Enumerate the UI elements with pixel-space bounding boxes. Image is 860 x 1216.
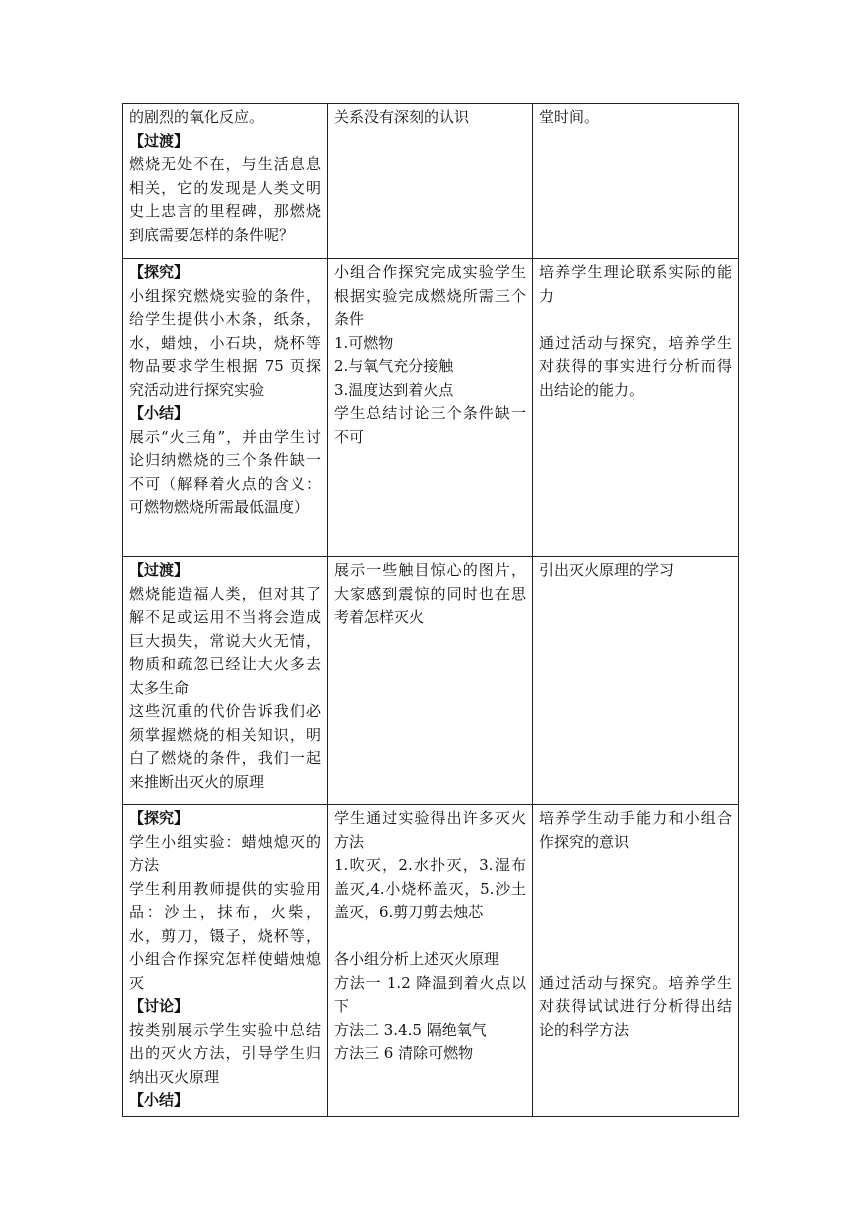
design-intent-cell	[533, 259, 739, 557]
table-row	[123, 805, 739, 1117]
paragraph: 培养学生理论联系实际的能力	[539, 263, 732, 305]
section-heading: 【过渡】	[129, 561, 190, 579]
paragraph: 按类别展示学生实验中总结出的灭火方法，引导学生归纳出灭火原理	[129, 1020, 321, 1086]
design-intent-cell	[533, 557, 739, 805]
student-activity-cell	[328, 805, 533, 1117]
lesson-plan-table	[122, 103, 739, 1117]
student-activity-cell	[328, 259, 533, 557]
paragraph: 学生总结讨论三个条件缺一不可	[334, 404, 526, 446]
teacher-activity-cell	[123, 259, 328, 557]
blank-line	[539, 901, 732, 925]
blank-line	[539, 925, 732, 949]
paragraph: 3.温度达到着火点	[334, 380, 454, 399]
paragraph: 学生利用教师提供的实验用品：沙土，抹布，火柴，水，剪刀，镊子，烧杯等，小组合作探究怎样使蜡烛熄灭	[129, 879, 321, 992]
table-row	[123, 259, 739, 557]
paragraph: 各小组分析上述灭火原理	[334, 950, 500, 968]
design-intent-cell	[533, 104, 739, 259]
paragraph: 小组合作探究完成实验学生根据实验完成燃烧所需三个条件	[334, 263, 526, 328]
paragraph: 方法一 1.2 降温到着火点以下	[334, 973, 526, 1015]
blank-line	[334, 925, 526, 949]
paragraph: 学生小组实验：蜡烛熄灭的方法	[129, 832, 321, 874]
paragraph: 燃烧无处不在，与生活息息相关，它的发现是人类文明史上忠言的里程碑，那燃烧到底需要怎样的条件呢？	[129, 155, 321, 244]
paragraph: 燃烧能造福人类，但对其了解不足或运用不当将会造成巨大损失，常说大火无情，物质和疏忽已经让大火多去太多生命	[129, 584, 321, 697]
paragraph: 展示一些触目惊心的图片，大家感到震惊的同时也在思考着怎样灭火	[334, 561, 526, 626]
section-heading: 【探究】	[129, 809, 190, 827]
paragraph: 2.与氧气充分接触	[334, 357, 454, 375]
section-heading: 【小结】	[129, 1091, 190, 1109]
section-heading: 【探究】	[129, 263, 190, 281]
paragraph: 培养学生动手能力和小组合作探究的意识	[539, 809, 732, 851]
paragraph: 引出灭火原理的学习	[539, 561, 675, 579]
teacher-activity-cell	[123, 557, 328, 805]
paragraph: 堂时间。	[539, 108, 600, 126]
design-intent-cell	[533, 805, 739, 1117]
student-activity-cell	[328, 557, 533, 805]
section-heading: 【讨论】	[129, 997, 190, 1015]
student-activity-cell	[328, 104, 533, 259]
blank-line	[539, 854, 732, 878]
paragraph: 通过活动与探究。培养学生对获得试试进行分析得出结论的科学方法	[539, 973, 732, 1039]
paragraph: 通过活动与探究，培养学生对获得的事实进行分析而得出结论的能力。	[539, 333, 732, 399]
teacher-activity-cell	[123, 805, 328, 1117]
teacher-activity-cell	[123, 104, 328, 259]
paragraph: 展示“火三角”，并由学生讨论归纳燃烧的三个条件缺一不可（解释着火点的含义：可燃物燃烧所需最低温度）	[129, 427, 321, 516]
blank-line	[539, 948, 732, 972]
table-row	[123, 557, 739, 805]
paragraph: 关系没有深刻的认识	[334, 108, 470, 126]
section-heading: 【小结】	[129, 404, 190, 422]
paragraph: 1.可燃物	[334, 333, 394, 352]
table-body	[123, 104, 739, 1117]
blank-line	[539, 878, 732, 902]
paragraph: 学生通过实验得出许多灭火方法	[334, 809, 526, 851]
paragraph: 这些沉重的代价告诉我们必须掌握燃烧的相关知识，明白了燃烧的条件，我们一起来推断出灭火的原理	[129, 702, 321, 791]
paragraph: 方法三 6 清除可燃物	[334, 1044, 474, 1062]
paragraph: 方法二 3.4.5 隔绝氧气	[334, 1020, 487, 1039]
blank-line	[539, 308, 732, 332]
paragraph: 小组探究燃烧实验的条件，给学生提供小木条，纸条，水，蜡烛，小石块，烧杯等物品要求学生根据 75 页探究活动进行探究实验	[129, 286, 321, 399]
paragraph: 的剧烈的氧化反应。	[129, 108, 265, 126]
section-heading: 【过渡】	[129, 131, 190, 150]
paragraph: 1.吹灭，2.水扑灭，3.湿布盖灭,4.小烧杯盖灭，5.沙土盖灭，6.剪刀剪去烛芯	[334, 856, 526, 921]
table-row	[123, 104, 739, 259]
